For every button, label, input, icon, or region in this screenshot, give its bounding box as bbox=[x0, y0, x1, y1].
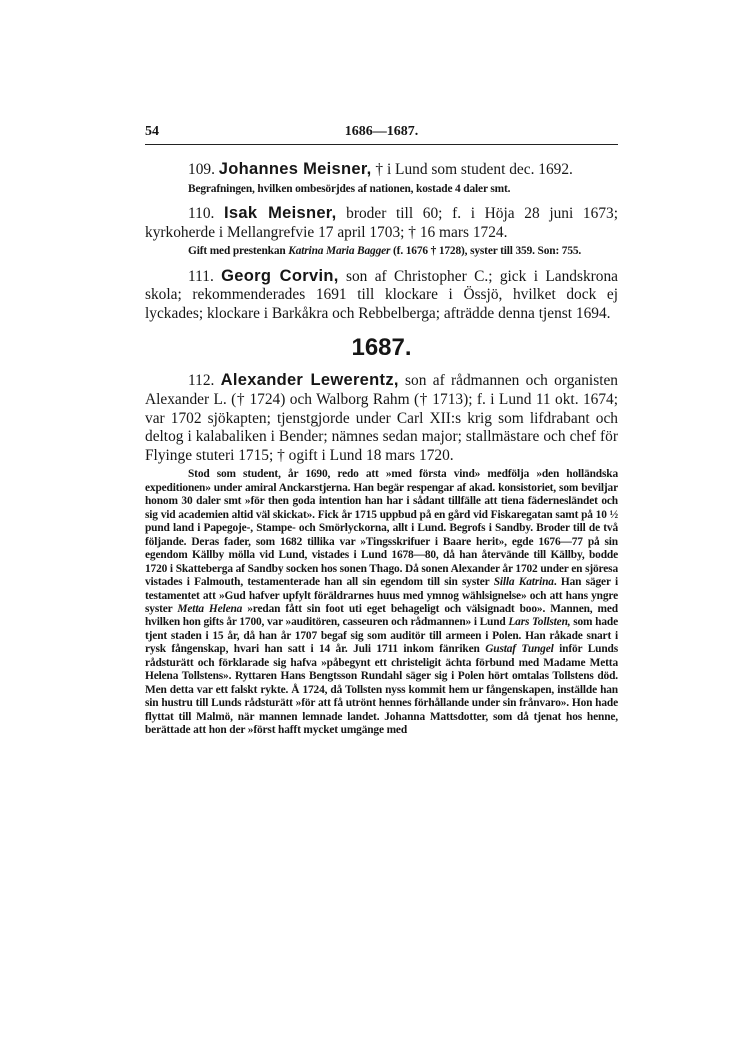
entry-number: 112. bbox=[188, 372, 215, 390]
entry-text: son af Christopher C.; gick i Landskrona skola; rekommenderades 1691 till klockare i Össjö, hvilket dock ej lyckades; klockare i Barkåkra och Rebbelberga; afträdde denna tjenst 1694. bbox=[145, 267, 618, 322]
entry-109 bbox=[145, 160, 618, 180]
entry-109-note: Begrafningen, hvilken ombesörjdes af nationen, kostade 4 daler smt. bbox=[188, 182, 511, 195]
entry-name: Georg Corvin, bbox=[221, 266, 339, 285]
page-number: 54 bbox=[145, 124, 159, 139]
entry-111 bbox=[145, 267, 618, 324]
year-range: 1686—1687. bbox=[344, 124, 419, 139]
entry-110 bbox=[145, 204, 618, 242]
person-name: Lars Tollsten, bbox=[508, 616, 571, 629]
entry-name: Isak Meisner, bbox=[224, 204, 337, 223]
person-name: Metta Helena bbox=[177, 602, 243, 615]
year-heading: 1687. bbox=[351, 334, 412, 362]
entry-number: 109. bbox=[188, 161, 215, 178]
entry-text: broder till 60; f. i Höja 28 juni 1673; kyrkoherde i Mellangrefvie 17 april 1703; † 16 mars 1724. bbox=[145, 205, 618, 241]
entry-name: Alexander Lewerentz, bbox=[220, 371, 399, 390]
entry-112-note: Stod som student, år 1690, redo att »med första vind» medfölja »den holländska expeditionen» under amiral Anckarstjerna. Han begär respengar af akad. konsistoriet, som beviljar honom 30 daler smt »för then goda intention han har i sådant tillfälle att tiena fädernesländet och sig vid academien altid väl skickat». Fick år 1715 uppbud på en gård vid Fiskaregatan samt på 10 ½ pund land i Papegoje-, Stampe- och Smörlyckorna, allt i Lund. Begrofs i Sandby. Broder till de två följande. Deras fader, som 1682 tillika var »Tingsskrifuer i Baare herit», egde 1676—77 på sin egendom Källby mölla vid Lund, vistades i Lund 1678—80, då han återvände till Källby, bodde 1720 i Skatteberga af Sandby socken hos sonen Thago. Då sonen Alexander år 1702 under en sjöresa vistades i Falmouth, testamenterade han all sin egendom till sin syster Silla Katrina. Han säger i testamentet att »Gud hafver upfylt föräldrarnes huus med ymnog wählsignelse» och att hans yngre syster Metta Helena »redan fått sin foot uti eget behageligt och välsignadt boo». Mannen, med hvilken hon gifts år 1700, var »auditören, casseuren och rådmannen» i Lund Lars Tollsten, som hade tjent staden i 15 år, då han år 1707 begaf sig som auditör till armeen i Polen. Han råkade snart i rysk fångenskap, hvari han satt i 14 år. Juli 1711 inkom fänriken Gustaf Tungel inför Lunds rådsturätt och förklarade sig hafva »påbegynt ett christeligit ächta förbund med Madame Metta Helena Tollstens». Ryttaren Hans Bengtsson Rundahl säger sig i Polen hört omtalas Tollstens död. Men detta var ett falskt rykte. Å 1724, då Tollsten nyss kommit hem ur fångenskapen, inställde han sin hustru till Lunds rådsturätt »för att få utrönt hennes förhållande under sin frånvaro». Hon hade flyttat till Malmö, när mannen lemnade landet. Johanna Mattsdotter, som då tjenat hos henne, berättade att hon der »först hafft mycket umgänge med bbox=[145, 468, 618, 737]
entry-text: † i Lund som student dec. 1692. bbox=[371, 161, 573, 178]
person-name: Katrina Maria Bagger bbox=[288, 245, 391, 258]
person-name: Gustaf Tungel bbox=[485, 643, 554, 656]
running-header bbox=[145, 120, 618, 145]
entry-name: Johannes Meisner, bbox=[218, 160, 372, 178]
entry-112 bbox=[145, 371, 618, 465]
entry-number: 111. bbox=[188, 267, 214, 285]
entry-110-note: Gift med prestenkan Katrina Maria Bagger (f. 1676 † 1728), syster till 359. Son: 755. bbox=[188, 245, 582, 258]
entry-number: 110. bbox=[188, 205, 215, 223]
page-body bbox=[145, 160, 618, 738]
entry-text: son af rådmannen och organisten Alexander L. († 1724) och Walborg Rahm († 1713); f. i Lund 11 okt. 1674; var 1702 sjökapten; tjenstgjorde under Carl XII:s krig som lifdrabant och deltog i kalabaliken i Bender; nämnes sedan major; stallmästare och chef för Flyinge stuteri 1715; † ogift i Lund 18 mars 1720. bbox=[145, 372, 618, 464]
person-name: Silla Katrina bbox=[493, 576, 554, 589]
